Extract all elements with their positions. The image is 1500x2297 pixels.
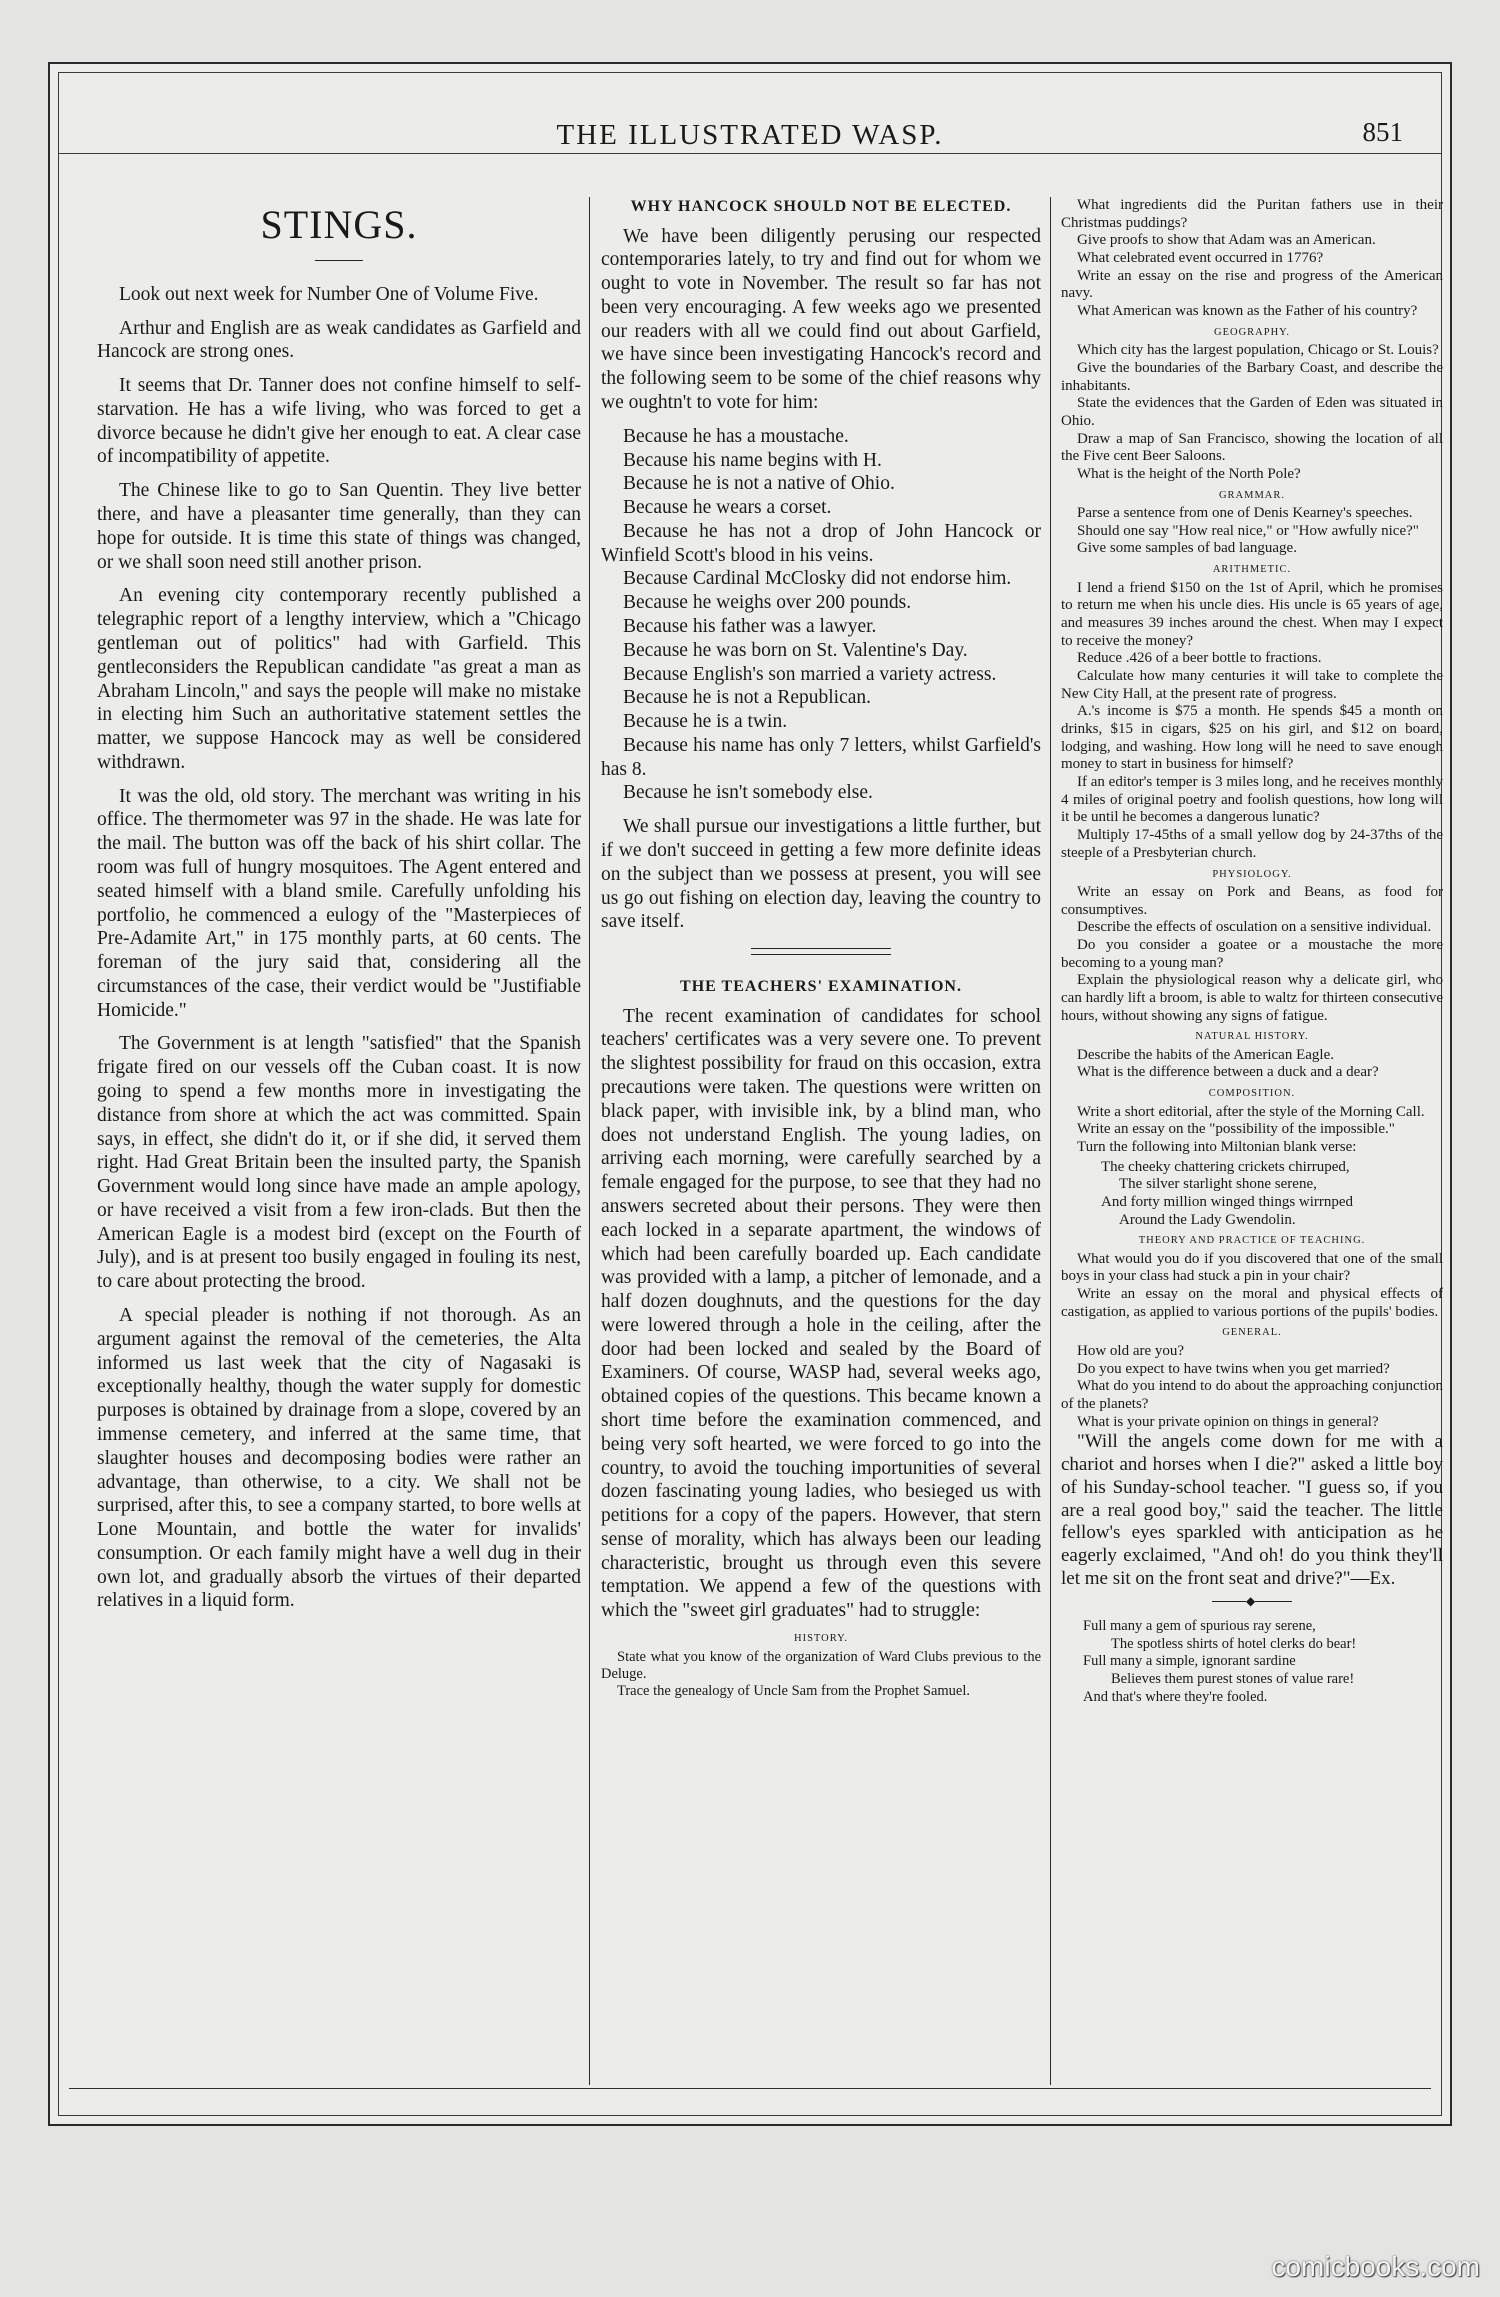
page-number: 851 (1362, 117, 1403, 147)
columns (59, 197, 1441, 2115)
reason-item: Because he has not a drop of John Hancock or Winfield Scott's blood in his veins. (601, 520, 1041, 566)
section-label: GEOGRAPHY. (1213, 326, 1291, 338)
question-item: Turn the following into Miltonian blank verse: (1077, 1138, 1357, 1155)
question-item: Do you expect to have twins when you get married? (1077, 1360, 1390, 1377)
reason-item: Because he wears a corset. (623, 497, 832, 519)
question-item: What is the height of the North Pole? (1077, 466, 1301, 482)
question-item: I lend a friend $150 on the 1st of April, which he promises to return me when his uncle dies. His uncle is 65 years of age, and measures 39 inches around the chest. When may I expect to receive the money? (1061, 579, 1443, 649)
reason-item: Because English's son married a variety actress. (623, 663, 997, 685)
history-question: State what you know of the organization of Ward Clubs previous to the Deluge. (601, 1648, 1041, 1682)
hancock-intro: We have been diligently perusing our respected contemporaries lately, to try and find out for whom we ought to vote in November. The result so far has not been very encouraging. A few weeks ago we presented our readers with all we could find out about Garfield, we have since been investigating Hancock's record and the following seem to be some of the chief reasons why we oughtn't to vote for him: (601, 225, 1041, 413)
question-item: Describe the effects of osculation on a sensitive individual. (1077, 919, 1432, 936)
anecdote: "Will the angels come down for me with a chariot and horses when I die?" asked a little boy of his Sunday-school teacher. "I guess so, if you are a real good boy," said the teacher. The little fellow's eyes sparkled with anticipation as he eagerly exclaimed, "And oh! do you think they'll let me sit on the front seat and drive?"—Ex. (1061, 1431, 1443, 1590)
stings-column (97, 197, 581, 2115)
question-item: Write an essay on the moral and physical effects of castigation, as applied to various portions of the pupils' bodies. (1061, 1286, 1443, 1320)
page-header (59, 113, 1441, 154)
section-label: GENERAL. (1222, 1327, 1282, 1339)
history-question: What ingredients did the Puritan fathers use in their Christmas puddings? (1061, 197, 1443, 231)
question-item: Draw a map of San Francisco, showing the location of all the Five cent Beer Saloons. (1061, 430, 1443, 465)
verse (1061, 1159, 1443, 1230)
section-label: COMPOSITION. (1208, 1088, 1296, 1100)
question-item: If an editor's temper is 3 miles long, and he receives monthly 4 miles of original poetry and foolish questions, how long will it be until he becomes a dangerous lunatic? (1061, 774, 1443, 826)
question-item: Give some samples of bad language. (1077, 540, 1297, 557)
sting-paragraph: A special pleader is nothing if not thorough. As an argument against the removal of the cemeteries, the Alta informed us last week that the city of Nagasaki is exceptionally healthy, though the water supply for domestic purposes is obtained by drainage from a slope, covered by an immense cemetery, and inferred at the same time, that slaughter houses and decomposing bodies were rather an advantage, than otherwise, to a city. We shall not be surprised, after this, to see a company started, to bore wells at Lone Mountain, and bottle the water for invalids' consumption. Or each family might have a well dug in their own lot, and gradually absorb the virtues of their departed relatives in a liquid form. (97, 1305, 581, 1612)
sting-paragraph: The Chinese like to go to San Quentin. They live better there, and have a pleasanter time generally, than they can hope for outside. It is time this state of things was changed, or we shall soon need still another prison. (97, 480, 581, 573)
question-sections (1061, 327, 1443, 1157)
stings-paragraphs (97, 283, 581, 1613)
sting-paragraph: Look out next week for Number One of Volume Five. (119, 283, 539, 305)
question-item: Write an essay on Pork and Beans, as food for consumptives. (1061, 883, 1443, 918)
reason-item: Because he isn't somebody else. (623, 782, 873, 804)
exam-heading: THE TEACHERS' EXAMINATION. (680, 978, 962, 996)
sting-paragraph: The Government is at length "satisfied" that the Spanish frigate fired on our vessels off the Cuban coast. It is now going to spend a few months more in investigating the distance from shore at which the act was committed. Spain says, in effect, she didn't do it, or if she did, it served them right. Had Great Britain been the insulted party, the Spanish Government would long since have made an ample apology, or have received a visit from a few iron-clads. But then the American Eagle is a modest bird (except on the Fourth of July), and is at present too busily engaged in fouling its nest, to care about protecting the brood. (97, 1033, 581, 1293)
stings-title: STINGS. (260, 202, 418, 247)
question-item: Describe the habits of the American Eagle. (1077, 1046, 1334, 1063)
poem (1061, 1618, 1443, 1706)
reason-item: Because he has a moustache. (623, 425, 849, 447)
reason-item: Because he is not a Republican. (623, 687, 872, 709)
poem-line: And that's where they're fooled. (1083, 1688, 1268, 1705)
question-item: What would you do if you discovered that one of the small boys in your class had stuck a pin in your chair? (1061, 1250, 1443, 1285)
poem-line: Full many a simple, ignorant sardine (1083, 1653, 1296, 1670)
section-divider (751, 948, 891, 955)
history-continued (1061, 197, 1443, 321)
question-item: Multiply 17-45ths of a small yellow dog by 24-37ths of the steeple of a Presbyterian church. (1061, 827, 1443, 861)
question-item: Do you consider a goatee or a moustache the more becoming to a young man? (1061, 936, 1443, 971)
question-item: State the evidences that the Garden of Eden was situated in Ohio. (1061, 395, 1443, 429)
ornament-divider (1212, 1593, 1292, 1608)
question-item: Give the boundaries of the Barbary Coast, and describe the inhabitants. (1061, 359, 1443, 394)
history-label: HISTORY. (793, 1633, 848, 1644)
history-question: Write an essay on the rise and progress of the American navy. (1061, 267, 1443, 302)
question-item: What is the difference between a duck and a dear? (1077, 1064, 1379, 1081)
ornament-icon: ◆ (1246, 1593, 1256, 1608)
watermark: comicbooks.com (1271, 2251, 1480, 2282)
hancock-closing: We shall pursue our investigations a little further, but if we don't succeed in getting a few more definite ideas on the subject than we possess at present, you will see us go out fishing on election day, leaving the country to save itself. (601, 816, 1041, 933)
verse-line: The cheeky chattering crickets chirruped, (1101, 1158, 1350, 1175)
question-item: Write an essay on the "possibility of the impossible." (1077, 1121, 1395, 1138)
section-label: THEORY AND PRACTICE OF TEACHING. (1138, 1235, 1366, 1247)
verse-line: The silver starlight shone serene, (1119, 1176, 1317, 1193)
question-item: Explain the physiological reason why a delicate girl, who can hardly lift a broom, is able to waltz for thirteen consecutive hours, without showing any signs of fatigue. (1061, 972, 1443, 1024)
masthead: THE ILLUSTRATED WASP. (556, 119, 944, 151)
newspaper-page (48, 62, 1452, 2126)
question-item: Which city has the largest population, Chicago or St. Louis? (1077, 342, 1439, 359)
poem-line: The spotless shirts of hotel clerks do bear! (1111, 1635, 1357, 1652)
reason-item: Because he was born on St. Valentine's Day. (623, 639, 968, 661)
sting-paragraph: It seems that Dr. Tanner does not confine himself to self-starvation. He has a wife living, who was forced to get a divorce because he didn't give her enough to eat. A clear case of incompatibility of appetite. (97, 375, 581, 468)
question-item: Write a short editorial, after the style of the Morning Call. (1077, 1103, 1425, 1120)
section-label: PHYSIOLOGY. (1212, 868, 1292, 880)
poem-line: Believes them purest stones of value rare! (1111, 1670, 1355, 1687)
question-item: What is your private opinion on things in general? (1077, 1413, 1379, 1430)
section-label: GRAMMAR. (1218, 489, 1286, 501)
question-item: What do you intend to do about the approaching conjunction of the planets? (1061, 1378, 1443, 1412)
history-question: What celebrated event occurred in 1776? (1077, 250, 1324, 267)
question-item: A.'s income is $75 a month. He spends $45 a month on drinks, $15 in cigars, $25 on his girl, and $12 on board, lodging, and washing. How long will he need to save enough money to start in business for himself? (1061, 703, 1443, 773)
poem-line: Full many a gem of spurious ray serene, (1083, 1617, 1316, 1634)
history-question-list (601, 1649, 1041, 1701)
reason-item: Because he is not a native of Ohio. (623, 473, 895, 495)
sting-paragraph: It was the old, old story. The merchant was writing in his office. The thermometer was 97 in the shade. He was late for the mail. The button was off the back of his shirt collar. The room was full of hungry mosquitoes. The Agent entered and seated himself with a bland smile. Carefully unfolding his portfolio, he commenced a eulogy of the "Masterpieces of Pre-Adamite Art," in 175 monthly parts, at 60 cents. The foreman of the jury said that, considering all the circumstances of the case, their verdict would be "Justifiable Homicide." (97, 785, 581, 1021)
question-item: Reduce .426 of a beer bottle to fractions. (1077, 650, 1322, 667)
sting-paragraph: Arthur and English are as weak candidates as Garfield and Hancock are strong ones. (97, 317, 581, 363)
reason-item: Because he is a twin. (623, 711, 788, 733)
history-questions (601, 1633, 1041, 1701)
hancock-heading: WHY HANCOCK SHOULD NOT BE ELECTED. (630, 198, 1012, 215)
section-label: NATURAL HISTORY. (1195, 1031, 1309, 1043)
page-frame (58, 72, 1442, 2116)
hancock-reasons (601, 425, 1041, 806)
history-question: What American was known as the Father of his country? (1077, 303, 1418, 320)
reason-item: Because his name has only 7 letters, whilst Garfield's has 8. (601, 734, 1041, 780)
question-item: How old are you? (1077, 1342, 1185, 1359)
question-sections-2 (1061, 1235, 1443, 1431)
question-item: Parse a sentence from one of Denis Kearney's speeches. (1077, 505, 1413, 522)
question-item: Calculate how many centuries it will take to complete the New City Hall, at the present rate of progress. (1061, 667, 1443, 702)
reason-item: Because his name begins with H. (623, 449, 882, 471)
history-question: Give proofs to show that Adam was an American. (1077, 232, 1376, 249)
exam-body: The recent examination of candidates for school teachers' certificates was a very severe one. To prevent the slightest possibility for fraud on this occasion, extra precautions were taken. The questions were written on black paper, with invisible ink, by a blind man, who does not understand English. The young ladies, on arriving each morning, were carefully searched by a female engaged for the purpose, to see that they had no answers secreted about their persons. They were then each locked in a separate apartment, the windows of which had been carefully boarded up. Each candidate was provided with a lamp, a pitcher of lemonade, and a half dozen doughnuts, and the questions for the day were lowered through a hole in the ceiling, after the door had been locked and sealed by the Board of Examiners. Of course, WASP had, several weeks ago, obtained copies of the questions. This became known a short time before the examination commenced, and being very soft hearted, we were forced to go into the country, to avoid the touching importunities of several dozen fascinating young ladies, who besieged us with petitions for a copy of the papers. However, that stern sense of morality, which has always been our leading characteristic, brought us through even this severe temptation. We append a few of the questions with which the "sweet girl graduates" had to struggle: (601, 1005, 1041, 1622)
question-item: Should one say "How real nice," or "How awfully nice?" (1077, 522, 1419, 539)
title-rule (315, 260, 363, 261)
reason-item: Because he weighs over 200 pounds. (623, 592, 912, 614)
section-label: ARITHMETIC. (1212, 564, 1292, 576)
sting-paragraph: An evening city contemporary recently published a telegraphic report of a lengthy interview, which a "Chicago gentleman out of politics" had with Garfield. This gentleconsiders the Republican candidate "as great a man as Abraham Lincoln," and says the people will make no mistake in electing him Such an authoritative statement settles the matter, we suppose Hancock may as well be considered withdrawn. (97, 585, 581, 773)
verse-line: And forty million winged things wirrnped (1101, 1193, 1354, 1210)
reason-item: Because Cardinal McClosky did not endorse him. (623, 568, 1012, 590)
history-question: Trace the genealogy of Uncle Sam from the Prophet Samuel. (617, 1683, 971, 1700)
verse-line: Around the Lady Gwendolin. (1119, 1211, 1296, 1228)
reason-item: Because his father was a lawyer. (623, 616, 877, 638)
middle-column (601, 197, 1041, 2115)
questions-column (1061, 197, 1443, 2115)
